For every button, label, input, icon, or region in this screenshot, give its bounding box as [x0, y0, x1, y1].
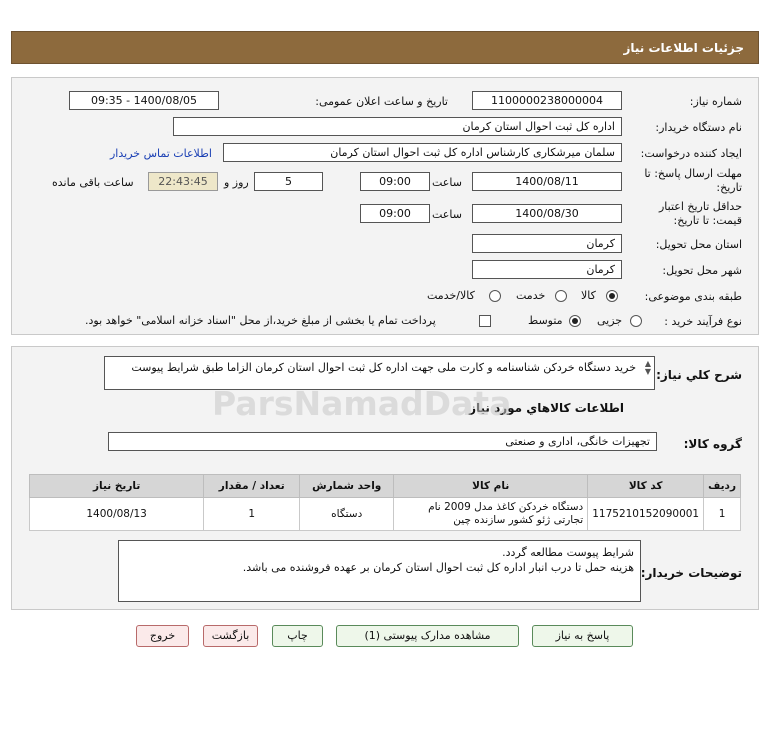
need-summary-text: خرید دستگاه خردکن شناسنامه و کارت ملی جهت اداره کل ثبت احوال استان کرمان الزاما طبق شرایط پیوست — [131, 361, 636, 374]
exit-button[interactable]: خروج — [136, 625, 189, 647]
requester-field[interactable]: سلمان میرشکاری کارشناس اداره کل ثبت احوال استان کرمان — [223, 143, 622, 162]
validity-time-label: ساعت — [432, 208, 462, 221]
table-row[interactable] — [30, 498, 741, 531]
reply-time-field[interactable]: 09:00 — [360, 172, 430, 191]
category-option-service: خدمت — [516, 289, 546, 302]
city-field[interactable]: کرمان — [472, 260, 622, 279]
buyer-org-label: نام دستگاه خریدار: — [655, 121, 742, 134]
buyer-notes-line-1: شرایط پیوست مطالعه گردد. — [502, 546, 634, 559]
remaining-time-label: ساعت باقی مانده — [52, 176, 134, 189]
cell-unit: دستگاه — [300, 498, 394, 531]
validity-time-field[interactable]: 09:00 — [360, 204, 430, 223]
announce-field[interactable]: 1400/08/05 - 09:35 — [69, 91, 219, 110]
goods-info-title: اطلاعات کالاهاي مورد نياز — [469, 401, 624, 415]
process-option-medium: متوسط — [528, 314, 563, 327]
city-label: شهر محل تحویل: — [662, 264, 742, 277]
need-number-label: شماره نیاز: — [689, 95, 742, 108]
category-radio-goods-service[interactable] — [489, 290, 501, 302]
goods-group-label: گروه کالا: — [683, 437, 742, 451]
payment-note: پرداخت تمام یا بخشی از مبلغ خرید،از محل "اسناد خزانه اسلامی" خواهد بود. — [85, 314, 436, 327]
days-label: روز و — [224, 176, 249, 189]
print-button[interactable]: چاپ — [272, 625, 323, 647]
category-radio-goods[interactable] — [606, 290, 618, 302]
page-header — [11, 31, 759, 64]
back-button[interactable]: بازگشت — [203, 625, 258, 647]
province-field[interactable]: کرمان — [472, 234, 622, 253]
announce-label: تاریخ و ساعت اعلان عمومی: — [315, 95, 448, 108]
cell-name: دستگاه خردکن کاغذ مدل 2009 نام تجارتی ژئو کشور سازنده چین — [394, 498, 588, 531]
cell-need-date: 1400/08/13 — [30, 498, 204, 531]
category-label: طبقه بندی موضوعی: — [644, 290, 742, 303]
col-name: نام کالا — [394, 475, 588, 498]
attachments-button[interactable]: مشاهده مدارک پیوستی (1) — [336, 625, 519, 647]
textarea-resize-icon[interactable]: ▲ ▼ — [644, 359, 651, 376]
process-type-label: نوع فرآیند خرید : — [664, 315, 742, 328]
need-summary-label: شرح کلي نياز: — [656, 368, 742, 382]
remaining-time-field: 22:43:45 — [148, 172, 218, 191]
cell-code: 1175210152090001 — [588, 498, 704, 531]
reply-deadline-date-label: تاریخ: — [716, 181, 742, 194]
reply-button[interactable]: پاسخ به نیاز — [532, 625, 633, 647]
cell-row: 1 — [704, 498, 741, 531]
process-radio-medium[interactable] — [569, 315, 581, 327]
col-code: کد کالا — [588, 475, 704, 498]
validity-label: حداقل تاریخ اعتبار — [658, 200, 742, 213]
watermark-logo: ParsNamadData — [212, 384, 512, 423]
goods-group-field[interactable]: تجهیزات خانگی، اداری و صنعتی — [108, 432, 657, 451]
reply-deadline-label: مهلت ارسال پاسخ: تا — [644, 167, 742, 180]
goods-table-header — [30, 475, 741, 498]
col-need-date: تاریخ نیاز — [30, 475, 204, 498]
validity-date-field[interactable]: 1400/08/30 — [472, 204, 622, 223]
treasury-checkbox[interactable] — [479, 315, 491, 327]
buyer-org-field[interactable]: اداره کل ثبت احوال استان کرمان — [173, 117, 622, 136]
buyer-notes-line-2: هزینه حمل تا درب انبار اداره کل ثبت احوال استان کرمان بر عهده فروشنده می باشد. — [242, 561, 634, 574]
buyer-notes-box — [118, 540, 641, 602]
col-unit: واحد شمارش — [300, 475, 394, 498]
need-summary-field[interactable] — [104, 356, 655, 390]
col-row: ردیف — [704, 475, 741, 498]
process-radio-minor[interactable] — [630, 315, 642, 327]
goods-table — [29, 474, 741, 531]
reply-date-field[interactable]: 1400/08/11 — [472, 172, 622, 191]
buyer-notes-label: توضیحات خریدار: — [640, 566, 742, 580]
reply-time-label: ساعت — [432, 176, 462, 189]
category-option-goods: کالا — [581, 289, 596, 302]
page-title: جزئیات اطلاعات نیاز — [623, 41, 744, 55]
validity-date-label: قیمت: تا تاریخ: — [673, 214, 742, 227]
cell-quantity: 1 — [204, 498, 300, 531]
col-quantity: تعداد / مقدار — [204, 475, 300, 498]
buyer-contact-link[interactable]: اطلاعات تماس خریدار — [110, 147, 212, 160]
need-number-field[interactable]: 1100000238000004 — [472, 91, 622, 110]
category-radio-service[interactable] — [555, 290, 567, 302]
process-option-minor: جزیی — [597, 314, 623, 327]
province-label: استان محل تحویل: — [655, 238, 742, 251]
days-field[interactable]: 5 — [254, 172, 323, 191]
category-option-goods-service: کالا/خدمت — [427, 289, 475, 302]
requester-label: ایجاد کننده درخواست: — [640, 147, 742, 160]
